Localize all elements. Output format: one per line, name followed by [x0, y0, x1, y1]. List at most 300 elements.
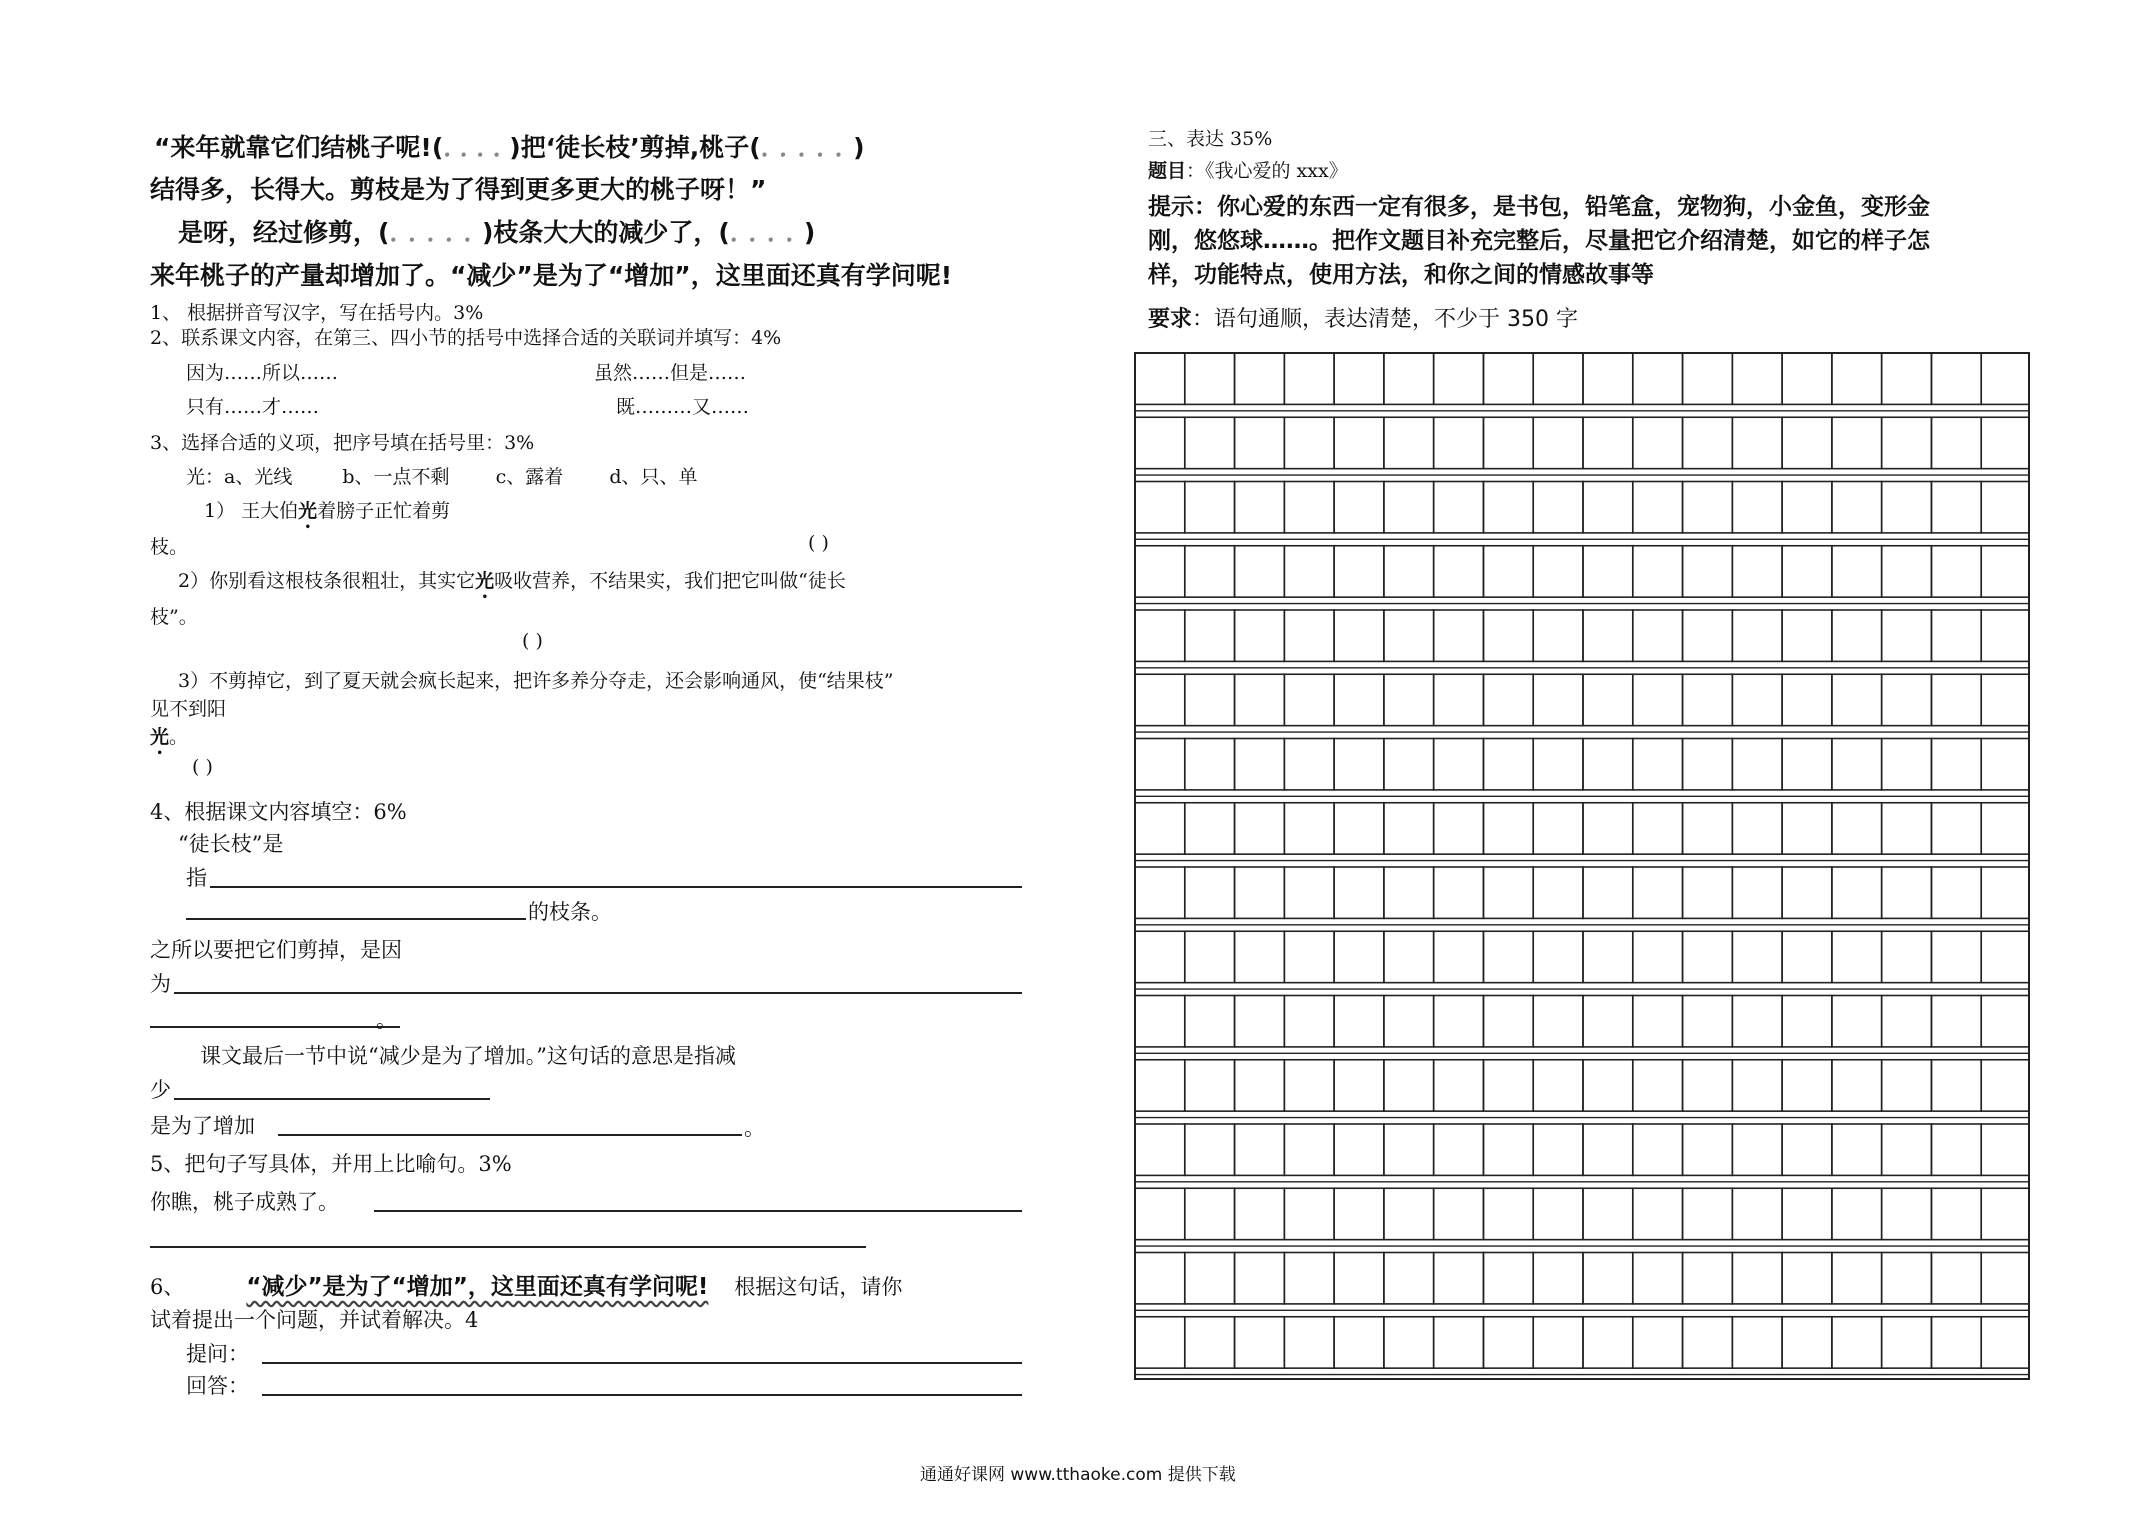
grid-cell[interactable]	[1235, 867, 1285, 918]
grid-cell[interactable]	[1334, 1188, 1384, 1239]
grid-cell[interactable]	[1583, 803, 1633, 854]
grid-cell[interactable]	[1732, 674, 1782, 725]
grid-cell[interactable]	[1135, 1188, 1185, 1239]
grid-cell[interactable]	[1583, 1188, 1633, 1239]
grid-cell[interactable]	[1981, 1253, 2030, 1304]
grid-cell[interactable]	[1782, 482, 1832, 533]
grid-cell[interactable]	[1683, 1188, 1733, 1239]
grid-cell[interactable]	[1882, 482, 1932, 533]
grid-cell[interactable]	[1185, 546, 1235, 597]
grid-cell[interactable]	[1334, 1317, 1384, 1368]
grid-cell[interactable]	[1981, 1124, 2030, 1175]
grid-cell[interactable]	[1334, 1253, 1384, 1304]
grid-cell[interactable]	[1931, 739, 1981, 790]
grid-cell[interactable]	[1782, 867, 1832, 918]
grid-cell[interactable]	[1284, 674, 1334, 725]
grid-cell[interactable]	[1633, 674, 1683, 725]
grid-cell[interactable]	[1384, 867, 1434, 918]
grid-cell[interactable]	[1683, 1124, 1733, 1175]
grid-cell[interactable]	[1185, 867, 1235, 918]
grid-cell[interactable]	[1633, 1188, 1683, 1239]
grid-cell[interactable]	[1235, 1124, 1285, 1175]
grid-cell[interactable]	[1483, 803, 1533, 854]
grid-cell[interactable]	[1832, 674, 1882, 725]
grid-cell[interactable]	[1533, 482, 1583, 533]
grid-cell[interactable]	[1633, 867, 1683, 918]
grid-cell[interactable]	[1732, 803, 1782, 854]
grid-cell[interactable]	[1384, 610, 1434, 661]
grid-cell[interactable]	[1483, 1317, 1533, 1368]
grid-cell[interactable]	[1185, 931, 1235, 982]
grid-cell[interactable]	[1384, 1253, 1434, 1304]
grid-cell[interactable]	[1185, 1253, 1235, 1304]
grid-cell[interactable]	[1882, 674, 1932, 725]
grid-cell[interactable]	[1235, 417, 1285, 468]
grid-cell[interactable]	[1583, 417, 1633, 468]
grid-cell[interactable]	[1434, 1317, 1484, 1368]
grid-cell[interactable]	[1683, 1060, 1733, 1111]
grid-cell[interactable]	[1931, 546, 1981, 597]
grid-cell[interactable]	[1334, 867, 1384, 918]
grid-cell[interactable]	[1533, 546, 1583, 597]
grid-cell[interactable]	[1284, 546, 1334, 597]
grid-cell[interactable]	[1533, 803, 1583, 854]
q4-line-8: 少	[150, 1078, 171, 1102]
grid-cell[interactable]	[1185, 482, 1235, 533]
grid-cell[interactable]	[1832, 1253, 1882, 1304]
grid-cell[interactable]	[1533, 1124, 1583, 1175]
grid-cell[interactable]	[1235, 931, 1285, 982]
grid-cell[interactable]	[1882, 546, 1932, 597]
grid-cell[interactable]	[1384, 482, 1434, 533]
grid-cell[interactable]	[1981, 931, 2030, 982]
grid-cell[interactable]	[1633, 546, 1683, 597]
grid-cell[interactable]	[1832, 610, 1882, 661]
grid-cell[interactable]	[1135, 867, 1185, 918]
grid-cell[interactable]	[1981, 482, 2030, 533]
grid-cell[interactable]	[1583, 482, 1633, 533]
grid-cell[interactable]	[1135, 1060, 1185, 1111]
grid-cell[interactable]	[1732, 546, 1782, 597]
grid-cell[interactable]	[1931, 1253, 1981, 1304]
grid-cell[interactable]	[1434, 546, 1484, 597]
grid-cell[interactable]	[1782, 739, 1832, 790]
grid-cell[interactable]	[1832, 996, 1882, 1047]
grid-cell[interactable]	[1533, 739, 1583, 790]
grid-cell[interactable]	[1483, 1188, 1533, 1239]
grid-cell[interactable]	[1981, 867, 2030, 918]
grid-cell[interactable]	[1832, 353, 1882, 404]
grid-cell[interactable]	[1633, 803, 1683, 854]
grid-cell[interactable]	[1633, 417, 1683, 468]
grid-cell[interactable]	[1583, 1060, 1633, 1111]
grid-cell[interactable]	[1185, 1060, 1235, 1111]
grid-cell[interactable]	[1832, 803, 1882, 854]
sentence-3-c: 光。	[150, 726, 189, 748]
grid-cell[interactable]	[1334, 996, 1384, 1047]
grid-cell[interactable]	[1732, 996, 1782, 1047]
grid-cell[interactable]	[1284, 417, 1334, 468]
grid-cell[interactable]	[1284, 739, 1334, 790]
grid-cell[interactable]	[1434, 867, 1484, 918]
grid-cell[interactable]	[1633, 1253, 1683, 1304]
grid-cell[interactable]	[1434, 1188, 1484, 1239]
grid-cell[interactable]	[1483, 1253, 1533, 1304]
grid-cell[interactable]	[1782, 353, 1832, 404]
grid-cell[interactable]	[1434, 674, 1484, 725]
grid-cell[interactable]	[1583, 610, 1633, 661]
grid-cell[interactable]	[1135, 1124, 1185, 1175]
grid-cell[interactable]	[1483, 353, 1533, 404]
grid-cell[interactable]	[1384, 546, 1434, 597]
grid-cell[interactable]	[1384, 1124, 1434, 1175]
grid-cell[interactable]	[1633, 482, 1683, 533]
answer-line	[210, 886, 1022, 888]
grid-cell[interactable]	[1583, 1124, 1633, 1175]
grid-cell[interactable]	[1533, 867, 1583, 918]
grid-cell[interactable]	[1284, 1188, 1334, 1239]
grid-cell[interactable]	[1185, 803, 1235, 854]
grid-cell[interactable]	[1832, 546, 1882, 597]
grid-cell[interactable]	[1185, 417, 1235, 468]
grid-cell[interactable]	[1533, 996, 1583, 1047]
grid-cell[interactable]	[1235, 482, 1285, 533]
grid-cell[interactable]	[1284, 996, 1334, 1047]
grid-cell[interactable]	[1235, 1253, 1285, 1304]
grid-cell[interactable]	[1483, 931, 1533, 982]
grid-cell[interactable]	[1732, 1253, 1782, 1304]
grid-cell[interactable]	[1981, 996, 2030, 1047]
grid-cell[interactable]	[1931, 610, 1981, 661]
grid-cell[interactable]	[1782, 996, 1832, 1047]
grid-cell[interactable]	[1832, 417, 1882, 468]
grid-cell[interactable]	[1583, 739, 1633, 790]
grid-cell[interactable]	[1235, 739, 1285, 790]
composition-grid[interactable]	[1134, 352, 2030, 1380]
grid-cell[interactable]	[1235, 1188, 1285, 1239]
grid-cell[interactable]	[1782, 674, 1832, 725]
grid-cell[interactable]	[1931, 1317, 1981, 1368]
grid-cell[interactable]	[1882, 996, 1932, 1047]
grid-cell[interactable]	[1832, 1188, 1882, 1239]
grid-cell[interactable]	[1583, 546, 1633, 597]
grid-cell[interactable]	[1334, 803, 1384, 854]
grid-cell[interactable]	[1135, 482, 1185, 533]
grid-cell[interactable]	[1284, 482, 1334, 533]
grid-cell[interactable]	[1284, 1317, 1334, 1368]
grid-cell[interactable]	[1683, 1317, 1733, 1368]
grid-cell[interactable]	[1483, 546, 1533, 597]
grid-cell[interactable]	[1782, 931, 1832, 982]
grid-cell[interactable]	[1931, 1124, 1981, 1175]
grid-cell[interactable]	[1334, 674, 1384, 725]
grid-cell[interactable]	[1633, 739, 1683, 790]
grid-cell[interactable]	[1782, 546, 1832, 597]
grid-cell[interactable]	[1981, 1317, 2030, 1368]
grid-cell[interactable]	[1931, 996, 1981, 1047]
grid-cell[interactable]	[1434, 610, 1484, 661]
grid-cell[interactable]	[1284, 1253, 1334, 1304]
grid-cell[interactable]	[1981, 803, 2030, 854]
grid-cell[interactable]	[1334, 1124, 1384, 1175]
grid-cell[interactable]	[1583, 353, 1633, 404]
grid-cell[interactable]	[1782, 1253, 1832, 1304]
grid-cell[interactable]	[1931, 482, 1981, 533]
grid-cell[interactable]	[1782, 610, 1832, 661]
grid-cell[interactable]	[1981, 1060, 2030, 1111]
grid-cell[interactable]	[1483, 996, 1533, 1047]
grid-cell[interactable]	[1235, 996, 1285, 1047]
grid-cell[interactable]	[1135, 353, 1185, 404]
grid-cell[interactable]	[1334, 1060, 1384, 1111]
answer-line	[174, 1098, 490, 1100]
grid-cell[interactable]	[1334, 739, 1384, 790]
grid-cell[interactable]	[1732, 1317, 1782, 1368]
grid-cell[interactable]	[1235, 1060, 1285, 1111]
grid-cell[interactable]	[1384, 1060, 1434, 1111]
grid-cell[interactable]	[1882, 353, 1932, 404]
grid-cell[interactable]	[1384, 1188, 1434, 1239]
grid-cell[interactable]	[1185, 1124, 1235, 1175]
grid-cell[interactable]	[1334, 931, 1384, 982]
grid-cell[interactable]	[1135, 931, 1185, 982]
grid-cell[interactable]	[1583, 1253, 1633, 1304]
grid-cell[interactable]	[1135, 1253, 1185, 1304]
grid-cell[interactable]	[1284, 931, 1334, 982]
grid-cell[interactable]	[1683, 482, 1733, 533]
grid-cell[interactable]	[1882, 739, 1932, 790]
grid-cell[interactable]	[1633, 1124, 1683, 1175]
grid-cell[interactable]	[1235, 353, 1285, 404]
grid-cell[interactable]	[1882, 867, 1932, 918]
grid-cell[interactable]	[1931, 353, 1981, 404]
grid-cell[interactable]	[1782, 1188, 1832, 1239]
grid-cell[interactable]	[1832, 1060, 1882, 1111]
grid-cell[interactable]	[1185, 674, 1235, 725]
grid-cell[interactable]	[1633, 931, 1683, 982]
grid-cell[interactable]	[1981, 546, 2030, 597]
grid-cell[interactable]	[1185, 739, 1235, 790]
grid-cell[interactable]	[1135, 674, 1185, 725]
grid-cell[interactable]	[1981, 1188, 2030, 1239]
grid-cell[interactable]	[1981, 610, 2030, 661]
grid-cell[interactable]	[1683, 867, 1733, 918]
grid-cell[interactable]	[1185, 353, 1235, 404]
grid-cell[interactable]	[1483, 674, 1533, 725]
grid-cell[interactable]	[1284, 610, 1334, 661]
grid-cell[interactable]	[1683, 674, 1733, 725]
ask-line	[262, 1362, 1022, 1364]
grid-cell[interactable]	[1185, 996, 1235, 1047]
grid-cell[interactable]	[1235, 546, 1285, 597]
grid-cell[interactable]	[1483, 417, 1533, 468]
grid-cell[interactable]	[1882, 1188, 1932, 1239]
grid-cell[interactable]	[1683, 546, 1733, 597]
grid-cell[interactable]	[1732, 739, 1782, 790]
grid-cell[interactable]	[1633, 1060, 1683, 1111]
grid-cell[interactable]	[1683, 1253, 1733, 1304]
grid-cell[interactable]	[1782, 417, 1832, 468]
grid-cell[interactable]	[1633, 353, 1683, 404]
grid-cell[interactable]	[1732, 610, 1782, 661]
grid-cell[interactable]	[1434, 417, 1484, 468]
grid-cell[interactable]	[1284, 353, 1334, 404]
grid-cell[interactable]	[1483, 482, 1533, 533]
grid-cell[interactable]	[1384, 353, 1434, 404]
grid-cell[interactable]	[1931, 1188, 1981, 1239]
grid-cell[interactable]	[1135, 610, 1185, 661]
grid-cell[interactable]	[1434, 353, 1484, 404]
grid-cell[interactable]	[1533, 1060, 1583, 1111]
grid-cell[interactable]	[1384, 931, 1434, 982]
grid-cell[interactable]	[1384, 417, 1434, 468]
grid-cell[interactable]	[1931, 803, 1981, 854]
grid-cell[interactable]	[1683, 996, 1733, 1047]
grid-cell[interactable]	[1832, 482, 1882, 533]
grid-cell[interactable]	[1782, 1060, 1832, 1111]
grid-cell[interactable]	[1583, 1317, 1633, 1368]
grid-cell[interactable]	[1882, 931, 1932, 982]
grid-cell[interactable]	[1732, 1124, 1782, 1175]
grid-cell[interactable]	[1931, 674, 1981, 725]
grid-cell[interactable]	[1832, 1124, 1882, 1175]
grid-cell[interactable]	[1583, 931, 1633, 982]
grid-cell[interactable]	[1981, 417, 2030, 468]
grid-cell[interactable]	[1533, 417, 1583, 468]
grid-cell[interactable]	[1483, 1060, 1533, 1111]
grid-cell[interactable]	[1732, 1188, 1782, 1239]
grid-cell[interactable]	[1732, 482, 1782, 533]
grid-cell[interactable]	[1832, 867, 1882, 918]
grid-cell[interactable]	[1832, 1317, 1882, 1368]
grid-cell[interactable]	[1633, 996, 1683, 1047]
grid-cell[interactable]	[1882, 1317, 1932, 1368]
grid-cell[interactable]	[1683, 739, 1733, 790]
grid-cell[interactable]	[1434, 482, 1484, 533]
grid-cell[interactable]	[1533, 353, 1583, 404]
grid-cell[interactable]	[1683, 931, 1733, 982]
grid-cell[interactable]	[1782, 803, 1832, 854]
grid-cell[interactable]	[1981, 739, 2030, 790]
grid-cell[interactable]	[1434, 1253, 1484, 1304]
grid-cell[interactable]	[1434, 1060, 1484, 1111]
grid-cell[interactable]	[1533, 1188, 1583, 1239]
grid-cell[interactable]	[1334, 417, 1384, 468]
answer-line	[174, 992, 1022, 994]
grid-cell[interactable]	[1235, 674, 1285, 725]
grid-cell[interactable]	[1683, 353, 1733, 404]
ask-label: 提问：	[186, 1342, 249, 1366]
grid-cell[interactable]	[1235, 610, 1285, 661]
grid-cell[interactable]	[1284, 867, 1334, 918]
grid-cell[interactable]	[1334, 546, 1384, 597]
grid-cell[interactable]	[1533, 674, 1583, 725]
grid-cell[interactable]	[1185, 1317, 1235, 1368]
grid-cell[interactable]	[1135, 1317, 1185, 1368]
grid-cell[interactable]	[1434, 739, 1484, 790]
grid-cell[interactable]	[1782, 1317, 1832, 1368]
grid-cell[interactable]	[1533, 1317, 1583, 1368]
guang-definitions: 光：a、光线 b、一点不剩 c、露着 d、只、单	[186, 466, 698, 488]
grid-cell[interactable]	[1185, 610, 1235, 661]
grid-cell[interactable]	[1434, 1124, 1484, 1175]
grid-cell[interactable]	[1384, 674, 1434, 725]
grid-cell[interactable]	[1832, 739, 1882, 790]
grid-cell[interactable]	[1483, 1124, 1533, 1175]
grid-cell[interactable]	[1434, 996, 1484, 1047]
grid-cell[interactable]	[1732, 417, 1782, 468]
grid-cell[interactable]	[1135, 417, 1185, 468]
grid-cell[interactable]	[1533, 1253, 1583, 1304]
grid-cell[interactable]	[1135, 546, 1185, 597]
grid-cell[interactable]	[1235, 803, 1285, 854]
grid-cell[interactable]	[1882, 610, 1932, 661]
grid-cell[interactable]	[1235, 1317, 1285, 1368]
grid-cell[interactable]	[1732, 931, 1782, 982]
grid-cell[interactable]	[1434, 931, 1484, 982]
grid-cell[interactable]	[1981, 353, 2030, 404]
grid-cell[interactable]	[1185, 1188, 1235, 1239]
grid-cell[interactable]	[1284, 1060, 1334, 1111]
grid-cell[interactable]	[1732, 353, 1782, 404]
grid-cell[interactable]	[1384, 996, 1434, 1047]
grid-cell[interactable]	[1882, 417, 1932, 468]
grid-cell[interactable]	[1384, 739, 1434, 790]
grid-cell[interactable]	[1135, 803, 1185, 854]
grid-cell[interactable]	[1832, 931, 1882, 982]
grid-cell[interactable]	[1583, 674, 1633, 725]
grid-cell[interactable]	[1683, 803, 1733, 854]
grid-cell[interactable]	[1882, 1060, 1932, 1111]
grid-cell[interactable]	[1334, 353, 1384, 404]
grid-cell[interactable]	[1334, 610, 1384, 661]
grid-cell[interactable]	[1633, 1317, 1683, 1368]
grid-cell[interactable]	[1483, 610, 1533, 661]
grid-cell[interactable]	[1981, 674, 2030, 725]
grid-cell[interactable]	[1583, 867, 1633, 918]
grid-cell[interactable]	[1533, 610, 1583, 661]
grid-cell[interactable]	[1882, 803, 1932, 854]
grid-cell[interactable]	[1732, 867, 1782, 918]
answer-line	[262, 1394, 1022, 1396]
grid-cell[interactable]	[1683, 610, 1733, 661]
grid-cell[interactable]	[1533, 931, 1583, 982]
grid-cell[interactable]	[1931, 867, 1981, 918]
grid-cell[interactable]	[1384, 1317, 1434, 1368]
grid-cell[interactable]	[1434, 803, 1484, 854]
grid-cell[interactable]	[1334, 482, 1384, 533]
grid-cell[interactable]	[1135, 996, 1185, 1047]
grid-cell[interactable]	[1683, 417, 1733, 468]
grid-cell[interactable]	[1931, 1060, 1981, 1111]
grid-cell[interactable]	[1483, 867, 1533, 918]
grid-cell[interactable]	[1782, 1124, 1832, 1175]
grid-cell[interactable]	[1882, 1253, 1932, 1304]
passage-line-4: 来年桃子的产量却增加了。“减少”是为了“增加”，这里面还真有学问呢!	[150, 261, 953, 290]
grid-frame	[1135, 353, 2029, 1379]
grid-cell[interactable]	[1284, 803, 1334, 854]
grid-cell[interactable]	[1732, 1060, 1782, 1111]
grid-cell[interactable]	[1931, 931, 1981, 982]
grid-cell[interactable]	[1931, 417, 1981, 468]
grid-cell[interactable]	[1384, 803, 1434, 854]
grid-cell[interactable]	[1284, 1124, 1334, 1175]
grid-cell[interactable]	[1483, 739, 1533, 790]
grid-cell[interactable]	[1583, 996, 1633, 1047]
grid-cell[interactable]	[1135, 739, 1185, 790]
grid-cell[interactable]	[1882, 1124, 1932, 1175]
grid-cell[interactable]	[1633, 610, 1683, 661]
